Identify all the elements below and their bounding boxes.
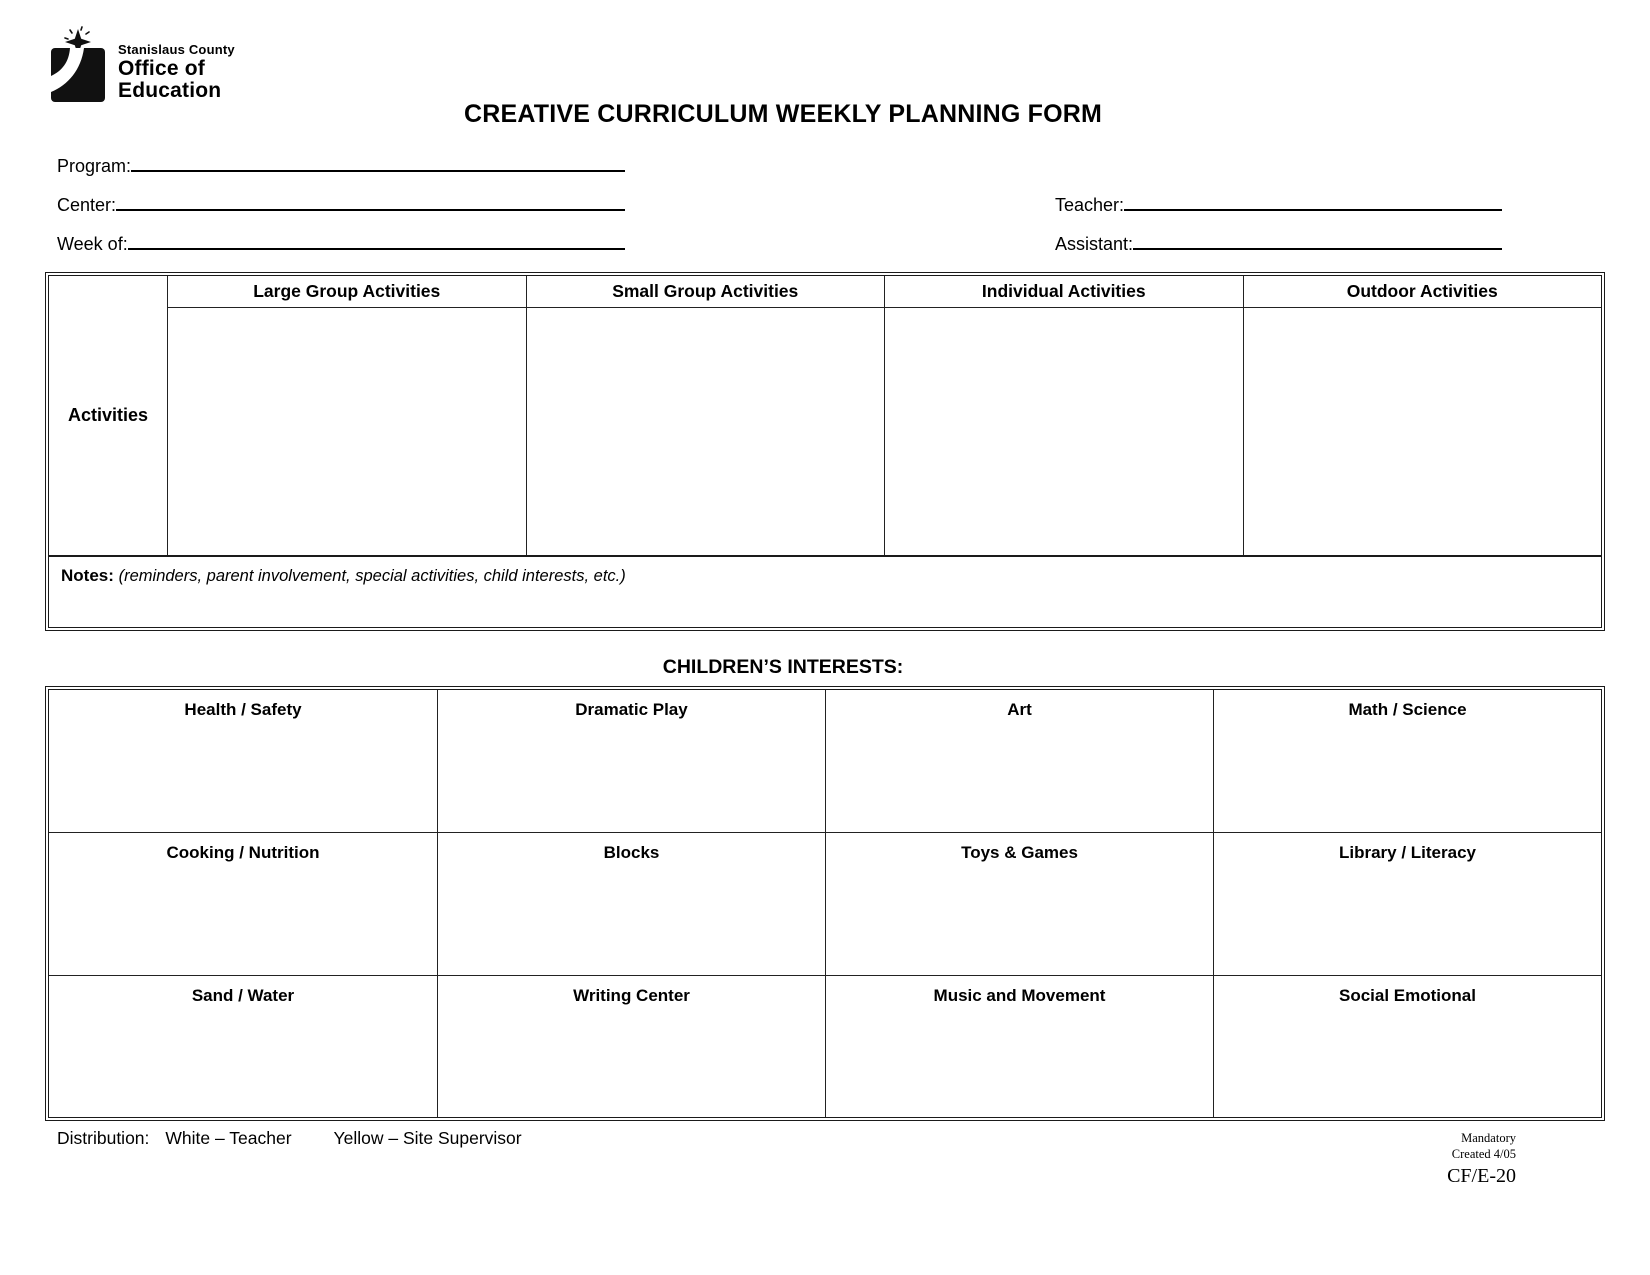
logo-county-text: Stanislaus County — [118, 41, 235, 57]
form-meta — [1330, 1131, 1516, 1189]
notes-hint: (reminders, parent involvement, special activities, child interests, etc.) — [118, 567, 626, 585]
center-label: Center: — [57, 195, 117, 215]
assistant-input-line[interactable] — [1133, 230, 1502, 250]
stanislaus-logo-icon — [48, 26, 110, 104]
interest-cell-social-emotional[interactable]: Social Emotional — [1213, 975, 1601, 1117]
interest-cell-art[interactable]: Art — [825, 690, 1213, 832]
column-header-individual: Individual Activities — [884, 276, 1243, 308]
children-interests-table — [45, 686, 1605, 1121]
distribution-white-teacher: White – Teacher — [165, 1128, 292, 1148]
interest-cell-cooking-nutrition[interactable]: Cooking / Nutrition — [49, 832, 437, 974]
activities-row-label: Activities — [67, 405, 149, 425]
interest-cell-dramatic-play[interactable]: Dramatic Play — [437, 690, 825, 832]
large-group-activities-cell[interactable] — [167, 308, 526, 555]
logo-wordmark — [118, 43, 235, 104]
individual-activities-cell[interactable] — [884, 308, 1243, 555]
mandatory-note: Mandatory — [1461, 1131, 1516, 1145]
week-of-input-line[interactable] — [128, 230, 625, 250]
activities-table — [45, 272, 1605, 631]
teacher-input-line[interactable] — [1124, 191, 1502, 211]
small-group-activities-cell[interactable] — [526, 308, 885, 555]
program-field — [57, 152, 625, 177]
teacher-label: Teacher: — [1055, 195, 1125, 215]
distribution-label: Distribution: — [57, 1128, 150, 1148]
column-header-large-group: Large Group Activities — [167, 276, 526, 308]
interest-cell-toys-games[interactable]: Toys & Games — [825, 832, 1213, 974]
column-header-outdoor: Outdoor Activities — [1243, 276, 1602, 308]
week-of-field — [57, 230, 625, 255]
column-header-small-group: Small Group Activities — [526, 276, 885, 308]
assistant-field — [1055, 230, 1502, 255]
program-label: Program: — [57, 156, 132, 176]
distribution-line — [57, 1128, 522, 1149]
agency-logo — [48, 26, 235, 104]
notes-row[interactable] — [49, 555, 1601, 627]
notes-label: Notes: — [61, 566, 119, 585]
interest-cell-sand-water[interactable]: Sand / Water — [49, 975, 437, 1117]
form-code: CF/E-20 — [1447, 1165, 1516, 1188]
interest-cell-music-movement[interactable]: Music and Movement — [825, 975, 1213, 1117]
created-date: Created 4/05 — [1451, 1146, 1516, 1161]
center-input-line[interactable] — [116, 191, 625, 211]
logo-education-text: Education — [118, 78, 222, 102]
outdoor-activities-cell[interactable] — [1243, 308, 1602, 555]
logo-office-text: Office of — [118, 56, 205, 80]
page-title: CREATIVE CURRICULUM WEEKLY PLANNING FORM — [463, 100, 1103, 128]
interest-cell-math-science[interactable]: Math / Science — [1213, 690, 1601, 832]
interest-cell-blocks[interactable]: Blocks — [437, 832, 825, 974]
interest-cell-library-literacy[interactable]: Library / Literacy — [1213, 832, 1601, 974]
assistant-label: Assistant: — [1055, 234, 1134, 254]
center-field — [57, 191, 625, 216]
program-input-line[interactable] — [131, 152, 625, 172]
children-interests-title: CHILDREN’S INTERESTS: — [662, 656, 904, 678]
distribution-yellow-supervisor: Yellow – Site Supervisor — [333, 1128, 522, 1148]
interest-cell-health-safety[interactable]: Health / Safety — [184, 700, 302, 719]
week-of-label: Week of: — [57, 234, 128, 254]
teacher-field — [1055, 191, 1502, 216]
interest-cell-writing-center[interactable]: Writing Center — [437, 975, 825, 1117]
